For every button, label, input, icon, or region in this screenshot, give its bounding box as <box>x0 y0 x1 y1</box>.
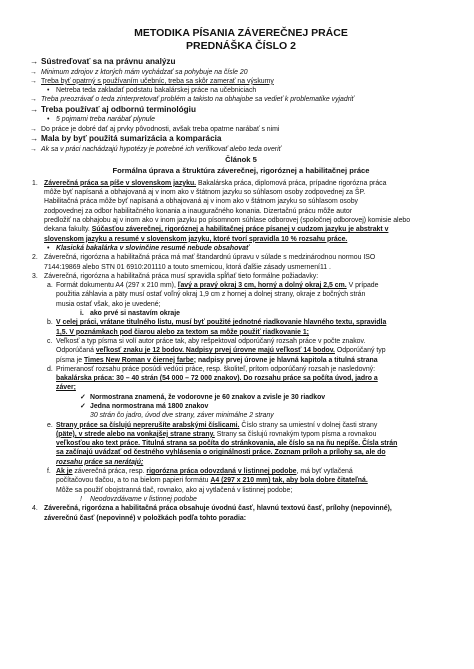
article-item-3: 3. Záverečná, rigorózna a habilitačná práca musí spravidla spĺňať tieto formálne požiadavky: a. Formát dokumentu A4 (297 x 210 mm), ľavý a pravý okraj 3 cm, horný a dolný okraj 2,5 cm. V prípade použitia záhlavia a päty musí ostať voľný okraj 1,9 cm z hornej a dolnej strany, okraje z bočných strán musia ostať však, ako je uvedené; i. ako prvé si nastavím okraje b. V celej práci, vrátane titulného listu, musí byť použité jednotné riadkovanie hlavného textu, spravidla 1,5. V poznámkach pod čiarou alebo za textom sa môže použiť riadkovanie 1; c. Veľkosť a typ písma si volí autor práce tak, aby rešpektoval odporúčaný rozsah práce v počte znakov. Odporúčaná veľkosť znaku je 12 bodov. Nadpisy prvej úrovne majú veľkosť 14 bodov. Odporúčaný typ písma je Times New Roman v čiernej farbe; nadpisy prvej úrovne je hlavná kapitola a titulná strana d. Primeranosť rozsahu práce posúdi vedúci práce, resp. školiteľ, prítom odporúčaný rozsah je nasledovný: bakalárska práca: 30 – 40 strán (54 000 – 72 000 znakov). Do rozsahu práce sa počíta úvod, jadro a záver; ✓ Normostrana znamená, že vodorovne je 60 znakov a zvisle je 30 riadkov ✓ Jedna normostrana má 1800 znakov 30 strán čo jadro, úvod dve strany, záver minimálne 2 strany e. Strany práce sa číslujú neprerušíte arabskými číslicami. Číslo strany sa umiestní v dolnej časti strany (päte), v strede alebo na vonkajšej strane strany. Strany sa číslujú rovnakým typom písma a rovnakou veľkosťou ako text práce. Titulná strana sa počíta do stránkovania, ale číslo sa na ňu nepíše. Čísla strán sa začínajú uvádzať od čestného vyhlásenia o originálnosti práce. Zoznam príloh a prílohy sa, ale do rozsahu práce sa nerátajú; f. Ak je záverečná práca, resp. rigorózna práca odovzdaná v listinnej podobe, má byť vytlačená počítačovou tlačou, a to na bielom papieri formátu A4 (297 x 210 mm) tak, aby bola dobre čitateľná. Môže sa použiť obojstranná tlač, rovnako, ako aj vytlačená v listinnej podobe; ! Neodovzdávame v listinnej podobe <box>30 272 452 504</box>
outline-item: → Treba byť opatrný s používaním učebníc, treba sa skôr zamerať na výskumy <box>30 77 274 85</box>
outline-item: → Ak sa v práci nachádzajú hypotézy je potrebné ich verifikovať alebo teda overiť <box>30 145 282 153</box>
article-item-4: 4. Záverečná, rigorózna a habilitačná práca obsahuje úvodnú časť, hlavnú textovú časť, prílohy (nepovinné), záverečnú časť (nepovinné) v položkách podľa tohto poradia: <box>32 505 392 522</box>
outline-item: → Do práce je dobré dať aj prvky pôvodnosti, avšak treba opatrne narábať s nimi <box>30 125 280 133</box>
arrow-icon: → <box>30 57 39 66</box>
item-number: 2. <box>32 254 38 262</box>
arrow-icon: → <box>30 68 37 76</box>
subitem-d: d. Primeranosť rozsahu práce posúdi vedúci práce, resp. školiteľ, prítom odporúčaný rozsah je nasledovný: <box>47 365 376 373</box>
arrow-icon: → <box>30 104 39 114</box>
bullet-icon: • <box>47 87 50 95</box>
outline-subitem: • Netreba teda zakladať podstatu bakalárskej práce na učebniciach <box>47 87 257 95</box>
subitem-b: b. V celej práci, vrátane titulného listu, musí byť použité jednotné riadkovanie hlavného textu, spravidla <box>47 319 387 327</box>
subitem-f: f. Ak je záverečná práca, resp. rigorózna práca odovzdaná v listinnej podobe, má byť vytlačená <box>47 468 353 476</box>
item-number: 3. <box>32 272 38 280</box>
subitem-c: c. Veľkosť a typ písma si volí autor práce tak, aby rešpektoval odporúčaný rozsah práce v počte znakov. <box>47 337 366 345</box>
outline-item: → Mala by byť použitá sumarizácia a komparácia <box>30 133 222 143</box>
arrow-icon: → <box>30 125 37 133</box>
document-subtitle: PREDNÁŠKA ČÍSLO 2 <box>186 40 296 52</box>
outline-subitem: • 5 pojmami treba narábať plynule <box>47 116 155 124</box>
item-number: 4. <box>32 505 38 513</box>
outline-item: → Treba preozrávať o teda zinterpretovať problém a takisto na obhajobe sa vedieť k problematike vyjadriť <box>30 96 354 104</box>
warning-icon: ! <box>80 495 82 503</box>
check-icon: ✓ <box>80 402 86 410</box>
arrow-icon: → <box>30 96 37 104</box>
article-item-2: 2. Záverečná, rigorózna a habilitačná práca má mať štandardnú úpravu v súlade s medzinárodnou normou ISO 7144:19869 alebo STN 01 6910:201110 a touto smernicou, ktorá ďalšie zásady usmernení11 . <box>32 254 376 271</box>
outline-list <box>30 57 452 154</box>
subitem-e: e. Strany práce sa číslujú neprerušíte arabskými číslicami. Číslo strany sa umiestní v dolnej časti strany <box>47 421 378 429</box>
outline-item: → Treba používať aj odbornú terminológiu <box>30 104 196 114</box>
arrow-icon: → <box>30 77 37 85</box>
check-icon: ✓ <box>80 393 86 401</box>
article-item-1: 1. Záverečná práca sa píše v slovenskom jazyku. Bakalárska práca, diplomová práca, prípadne rigorózna práca môže byť napísaná a obhajovaná aj v inom ako v štátnom jazyku so súhlasom osoby zodpovednej za ŠP. Habilitačná práca môže byť napísaná a obhajovaná aj v inom ako v štátnom jazyku so súhlasom osoby zodpovednej za odbor habilitačného konania a inauguračného konania. Dizertačnú prácu môže autor predložiť na obhajobu aj v inom ako v inom jazyku po písomnom súhlase odborovej (spoločnej odborovej) komisie alebo dekana fakulty. Súčasťou záverečnej, rigoróznej a habilitačnej práce písanej v cudzom jazyku je abstrakt v slovenskom jazyku a resumé v slovenskom jazyku, ktoré tvorí spravidla 10 % rozsahu práce. • Klasická bakalárka v slovinčine resumé nebude obsahovať <box>32 179 411 252</box>
item-number: 1. <box>32 179 38 187</box>
bullet-icon: • <box>47 244 50 252</box>
article-heading: Formálna úprava a štruktúra záverečnej, rigoróznej a habilitačnej práce <box>112 165 370 175</box>
article-number: Článok 5 <box>225 154 257 164</box>
outline-item: → Sústreďovať sa na právnu analýzu <box>30 57 176 66</box>
bullet-icon: • <box>47 116 50 124</box>
arrow-icon: → <box>30 133 39 143</box>
outline-item: → Minimum zdrojov z ktorých mám vychádzať sa pohybuje na čísle 20 <box>30 68 248 76</box>
document-title: METODIKA PÍSANIA ZÁVEREČNEJ PRÁCE <box>134 27 348 39</box>
subitem-a: a. Formát dokumentu A4 (297 x 210 mm), ľavý a pravý okraj 3 cm, horný a dolný okraj 2,5 cm. V prípade <box>47 282 379 290</box>
arrow-icon: → <box>30 145 37 153</box>
